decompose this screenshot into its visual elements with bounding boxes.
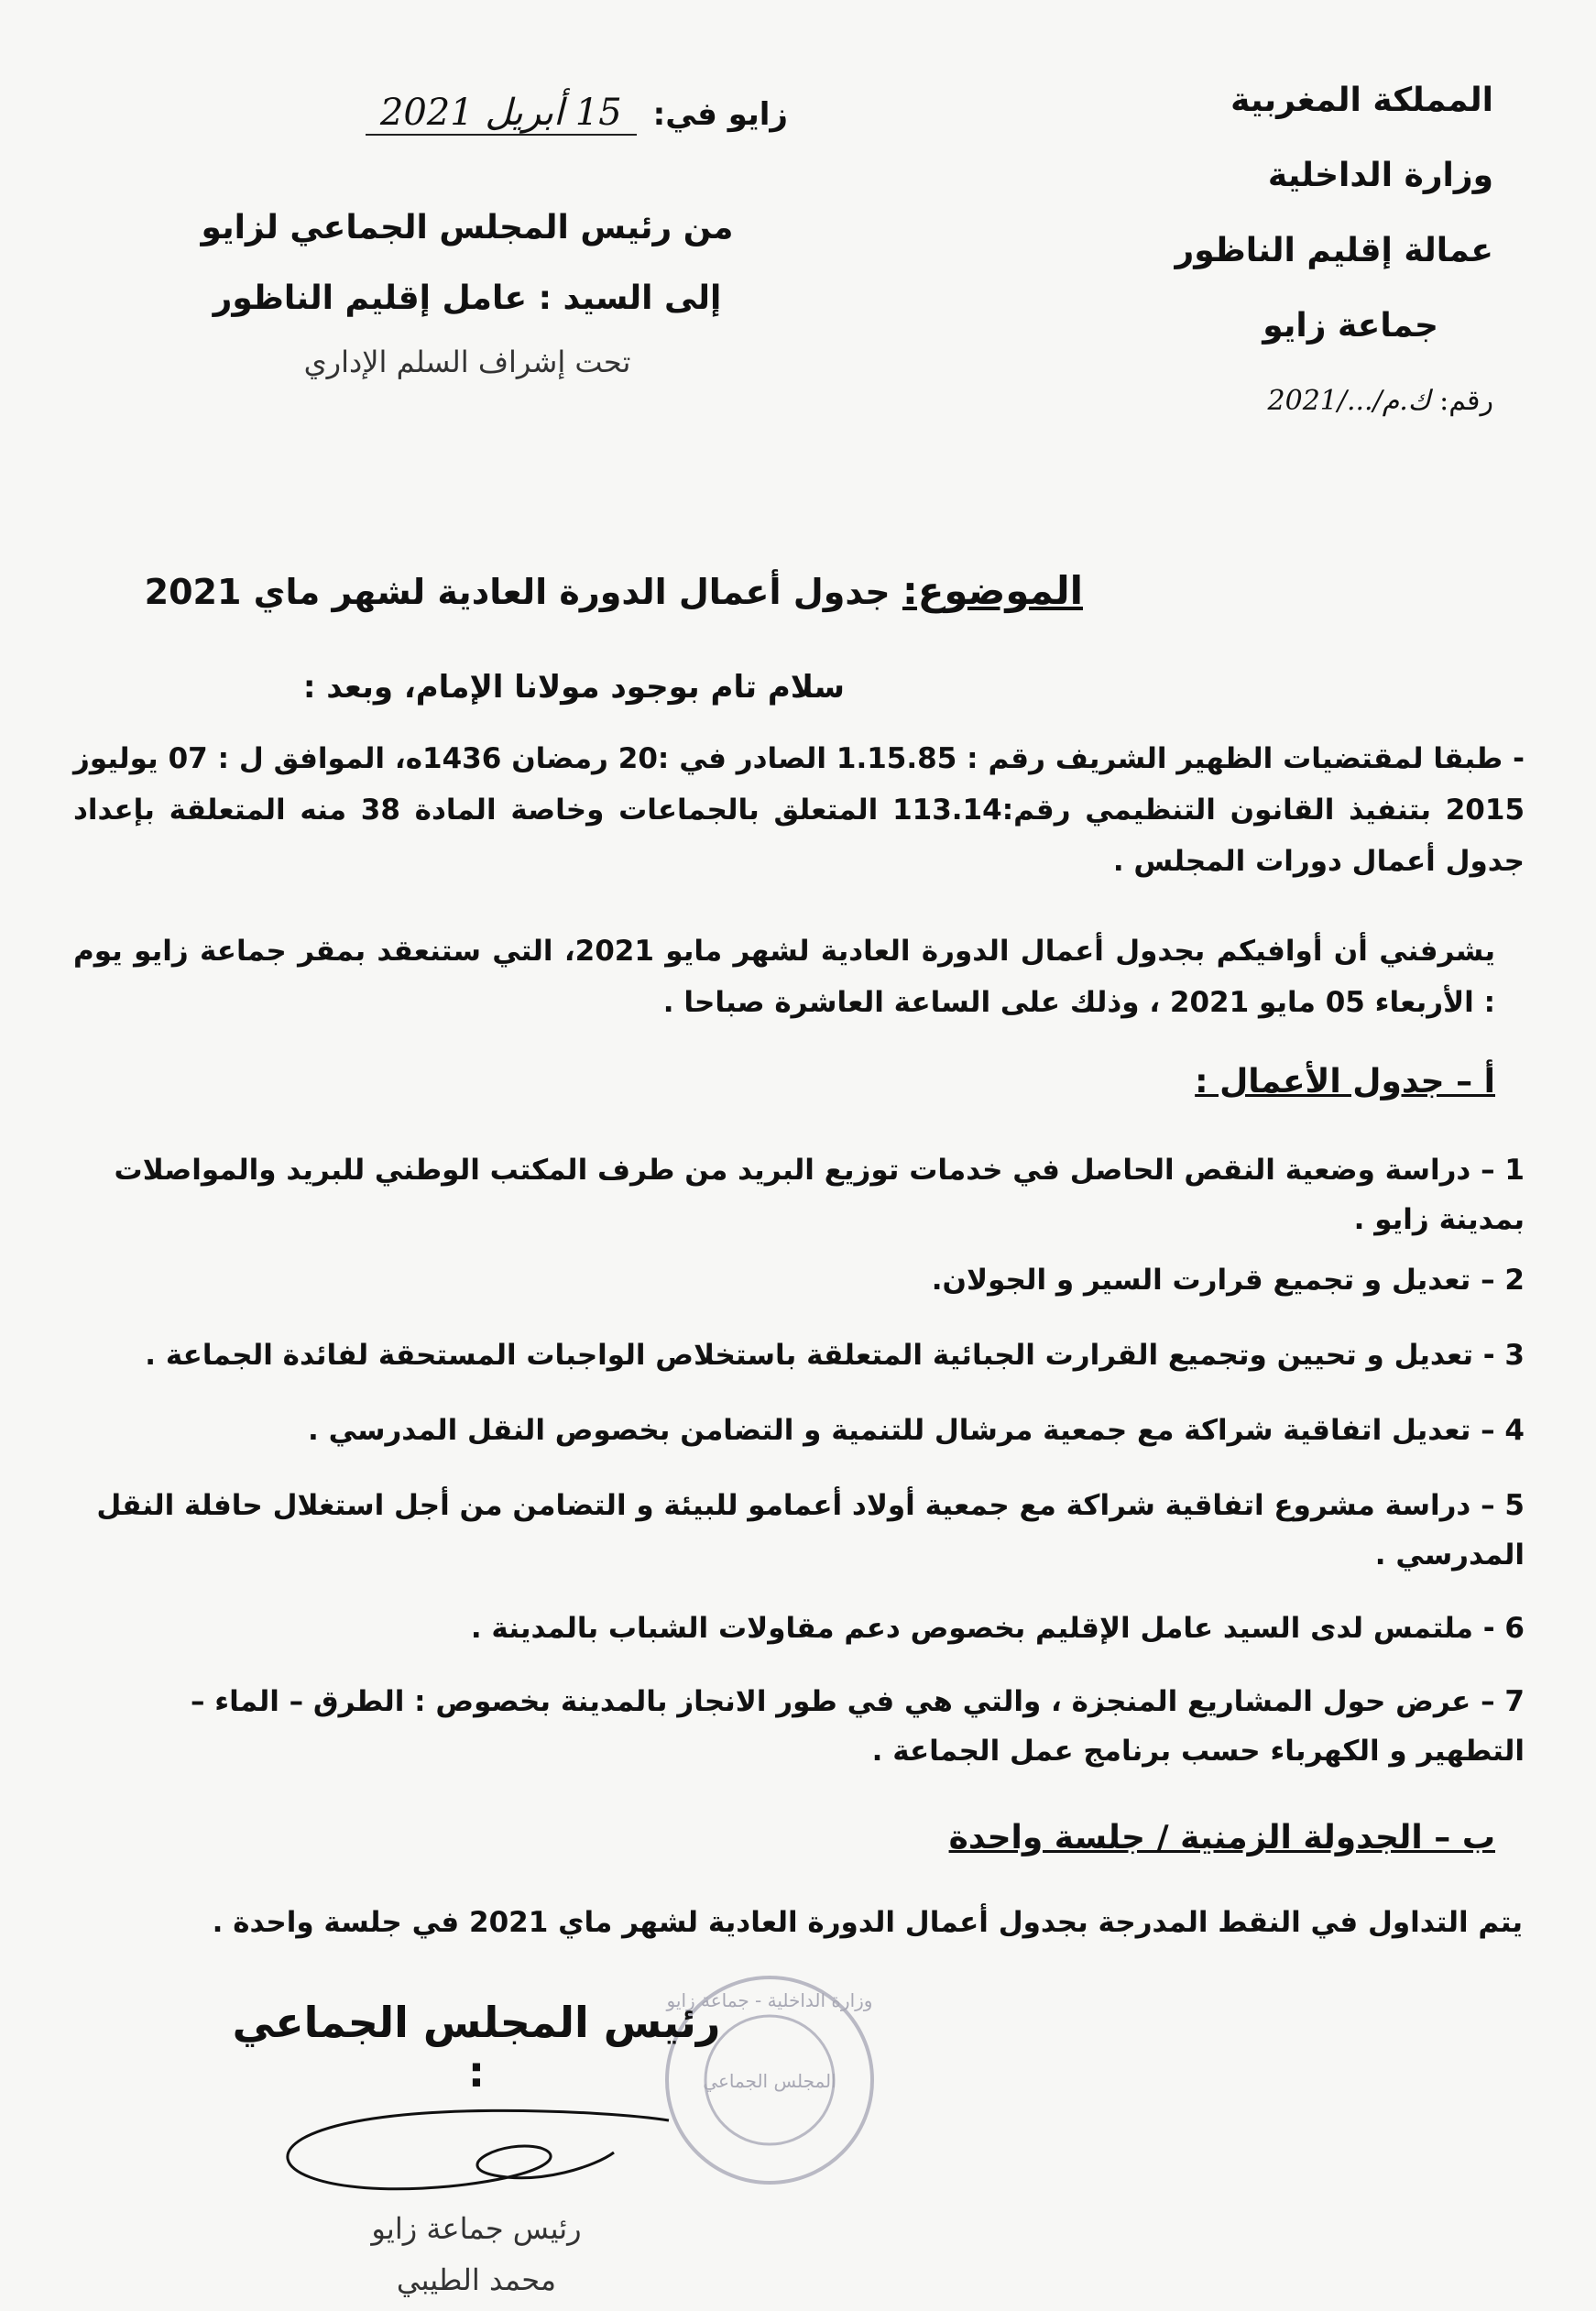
agenda-item: 7 – عرض حول المشاريع المنجزة ، والتي هي في طور الانجاز بالمدينة بخصوص : الطرق – الماء – التطهير و الكهرباء حسب برنامج عمل الجماعة . — [191, 1685, 1525, 1768]
agenda-item: 3 - تعديل و تحيين وتجميع القرارت الجبائية المتعلقة باستخلاص الواجبات المستحقة لفائدة الجماعة . — [145, 1339, 1525, 1372]
subject-line — [145, 568, 1083, 613]
agenda-item: 1 – دراسة وضعية النقص الحاصل في خدمات توزيع البريد من طرف المكتب الوطني للبريد والمواصلات بمدينة زايو . — [114, 1154, 1525, 1236]
date-value: 15 أبريل 2021 — [366, 92, 637, 136]
agenda-item: 6 - ملتمس لدى السيد عامل الإقليم بخصوص دعم مقاولات الشباب بالمدينة . — [470, 1612, 1525, 1645]
stamp-inner-text: المجلس الجماعي — [703, 2070, 836, 2092]
legal-basis-paragraph: - طبقا لمقتضيات الظهير الشريف رقم : 1.15.85 الصادر في :20 رمضان 1436ه، الموافق ل : 07 يوليوز 2015 بتنفيذ القانون التنظيمي رقم:113.14 المتعلق بالجماعات وخاصة المادة 38 منه المتعلقة بإعداد جدول أعمال دورات المجلس . — [73, 742, 1525, 878]
addressing-block — [147, 92, 788, 379]
commune-name: جماعة زايو — [1263, 307, 1438, 345]
recipient-line: إلى السيد : عامل إقليم الناظور — [213, 279, 722, 317]
schedule-paragraph: يتم التداول في النقط المدرجة بجدول أعمال الدورة العادية لشهر ماي 2021 في جلسة واحدة . — [212, 1906, 1523, 1939]
notification-paragraph: يشرفني أن أوافيكم بجدول أعمال الدورة العادية لشهر مايو 2021، التي ستنعقد بمقر جماعة زايو يوم : الأربعاء 05 مايو 2021 ، وذلك على الساعة العاشرة صباحا . — [73, 935, 1495, 1019]
signer-role: رئيس جماعة زايو — [371, 2211, 582, 2246]
subject-label: الموضوع: — [902, 568, 1083, 613]
date-line — [147, 92, 788, 136]
handwritten-signature-icon — [266, 2102, 687, 2203]
reference-value: ك.م/.../2021 — [1267, 385, 1431, 417]
agenda-item: 5 – دراسة مشروع اتفاقية شراكة مع جمعية أولاد أعمامو للبيئة و التضامن من أجل استغلال حافلة النقل المدرسي . — [96, 1489, 1525, 1572]
prefecture-name: عمالة إقليم الناظور — [1175, 232, 1493, 269]
reference-number — [925, 381, 1493, 422]
letterhead — [925, 81, 1493, 456]
signer-name: محمد الطيبي — [396, 2262, 557, 2297]
date-label: زايو في: — [652, 96, 788, 133]
greeting: سلام تام بوجود مولانا الإمام، وبعد : — [302, 669, 845, 706]
subject-text: جدول أعمال الدورة العادية لشهر ماي 2021 — [144, 572, 891, 612]
agenda-item: 2 – تعديل و تجميع قرارت السير و الجولان. — [931, 1264, 1525, 1297]
reference-label: رقم: — [1439, 385, 1493, 417]
schedule-section-title: ب – الجدولة الزمنية / جلسة واحدة — [948, 1819, 1495, 1856]
ministry-name: وزارة الداخلية — [1267, 157, 1493, 194]
sender-line: من رئيس المجلس الجماعي لزايو — [201, 209, 734, 246]
stamp-outer-text: وزارة الداخلية - جماعة زايو — [666, 1989, 873, 2011]
kingdom-name: المملكة المغربية — [1230, 82, 1493, 119]
hierarchy-line: تحت إشراف السلم الإداري — [303, 345, 631, 379]
signature-block — [220, 1998, 733, 2306]
signature-title: رئيس المجلس الجماعي : — [232, 1998, 721, 2097]
agenda-item: 4 – تعديل اتفاقية شراكة مع جمعية مرشال للتنمية و التضامن بخصوص النقل المدرسي . — [308, 1414, 1525, 1447]
agenda-section-title: أ – جدول الأعمال : — [1195, 1063, 1495, 1101]
